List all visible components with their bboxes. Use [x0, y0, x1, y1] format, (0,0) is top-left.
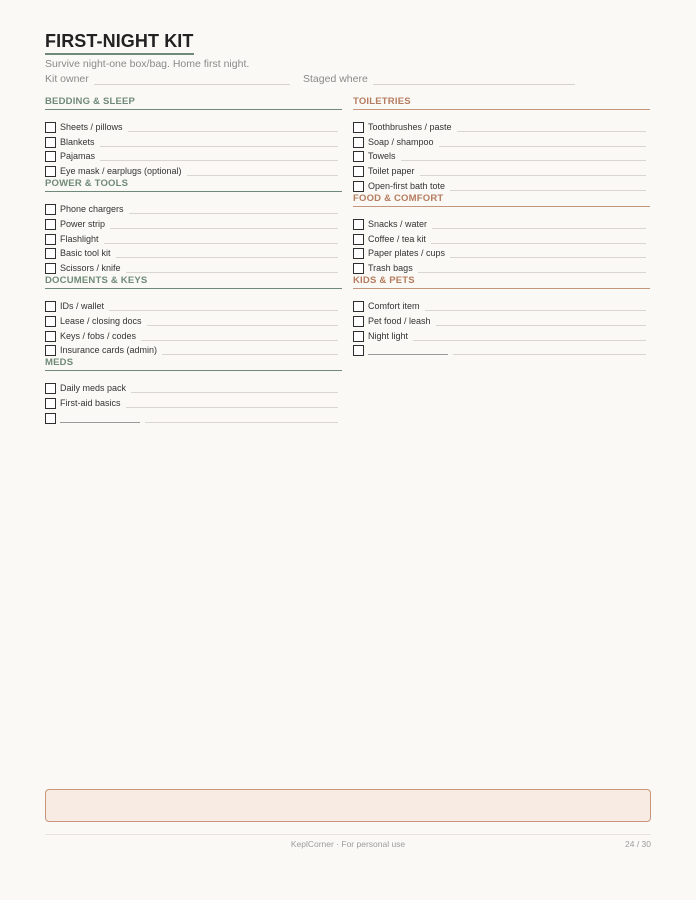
- checkbox[interactable]: [45, 122, 56, 133]
- item-label: Pajamas: [60, 151, 96, 162]
- item-rule: [418, 271, 646, 273]
- section-documents-and-keys: [45, 275, 342, 357]
- item-rule: [450, 256, 646, 258]
- item-rule: [432, 227, 646, 229]
- checklist-item: [353, 119, 650, 134]
- section-heading: TOILETRIES: [353, 96, 650, 110]
- item-rule: [126, 406, 338, 408]
- staged-where-line[interactable]: [373, 74, 575, 85]
- checklist-page: [45, 0, 651, 900]
- checkbox[interactable]: [353, 345, 364, 356]
- checklist-item: [353, 163, 650, 178]
- section-food-and-comfort: [353, 193, 650, 275]
- item-rule: [126, 271, 338, 273]
- checklist-item: [353, 343, 650, 358]
- item-label: Comfort item: [368, 300, 420, 311]
- section-bedding-and-sleep: [45, 96, 342, 178]
- meta-row: [45, 73, 651, 87]
- section-heading: FOOD & COMFORT: [353, 193, 650, 207]
- item-label: Toilet paper: [368, 166, 415, 177]
- section-meds: [45, 357, 342, 424]
- item-rule: [145, 421, 338, 423]
- item-rule: [436, 324, 646, 326]
- checkbox[interactable]: [353, 137, 364, 148]
- checkbox[interactable]: [45, 301, 56, 312]
- staged-where-label: Staged where: [303, 73, 368, 85]
- item-rule: [453, 353, 646, 355]
- item-label: First-aid basics: [60, 397, 121, 408]
- checklist-item: [45, 298, 342, 313]
- checkbox[interactable]: [353, 301, 364, 312]
- notes-box[interactable]: [45, 789, 651, 822]
- item-label: Blankets: [60, 136, 95, 147]
- kit-owner-field[interactable]: [45, 73, 290, 85]
- item-label: Paper plates / cups: [368, 248, 446, 259]
- item-label: Night light: [368, 330, 409, 341]
- item-rule: [128, 130, 338, 132]
- item-label: Trash bags: [368, 263, 413, 274]
- section-heading: KIDS & PETS: [353, 275, 650, 289]
- item-label: IDs / wallet: [60, 300, 105, 311]
- section-toiletries: [353, 96, 650, 193]
- checklist-item: [353, 260, 650, 275]
- page-title: FIRST-NIGHT KIT: [45, 31, 194, 55]
- checklist-item: [353, 149, 650, 164]
- item-label: Soap / shampoo: [368, 136, 434, 147]
- checklist-item: [353, 231, 650, 246]
- checklist-item: [45, 163, 342, 178]
- item-rule: [450, 189, 646, 191]
- checklist-item: [45, 260, 342, 275]
- checkbox[interactable]: [45, 248, 56, 259]
- item-rule: [420, 174, 646, 176]
- section-heading: DOCUMENTS & KEYS: [45, 275, 342, 289]
- item-label: Daily meds pack: [60, 383, 127, 394]
- item-rule: [413, 339, 646, 341]
- checklist-item: [353, 298, 650, 313]
- checklist-item: [45, 149, 342, 164]
- item-label: Phone chargers: [60, 203, 124, 214]
- left-column: [45, 96, 342, 425]
- item-rule: [104, 242, 338, 244]
- checkbox[interactable]: [353, 166, 364, 177]
- item-label: Power strip: [60, 218, 106, 229]
- checklist-item: [353, 328, 650, 343]
- page-number: 24 / 30: [625, 839, 651, 849]
- checkbox[interactable]: [353, 248, 364, 259]
- checkbox[interactable]: [45, 383, 56, 394]
- checklist-item: [353, 313, 650, 328]
- item-label: Toothbrushes / paste: [368, 121, 452, 132]
- checkbox[interactable]: [45, 234, 56, 245]
- item-rule: [116, 256, 338, 258]
- checkbox[interactable]: [45, 398, 56, 409]
- checkbox[interactable]: [45, 137, 56, 148]
- checkbox[interactable]: [45, 331, 56, 342]
- kit-owner-line[interactable]: [94, 74, 290, 85]
- blank-item-line[interactable]: [60, 421, 140, 423]
- checkbox[interactable]: [353, 234, 364, 245]
- checklist-item: [353, 246, 650, 261]
- item-label: Pet food / leash: [368, 315, 431, 326]
- item-label: Coffee / tea kit: [368, 233, 426, 244]
- footer-divider: [45, 834, 651, 835]
- item-label: Eye mask / earplugs (optional): [60, 166, 182, 177]
- checklist-item: [45, 231, 342, 246]
- checkbox[interactable]: [353, 316, 364, 327]
- checkbox[interactable]: [353, 151, 364, 162]
- checklist-item: [45, 216, 342, 231]
- checkbox[interactable]: [45, 204, 56, 215]
- checkbox[interactable]: [45, 316, 56, 327]
- item-label: Sheets / pillows: [60, 121, 123, 132]
- checkbox[interactable]: [353, 181, 364, 192]
- page-subtitle: Survive night-one box/bag. Home first night.: [45, 58, 250, 70]
- item-rule: [187, 174, 338, 176]
- item-rule: [100, 159, 338, 161]
- section-heading: BEDDING & SLEEP: [45, 96, 342, 110]
- item-label: Insurance cards (admin): [60, 345, 158, 356]
- checkbox[interactable]: [353, 331, 364, 342]
- section-heading: POWER & TOOLS: [45, 178, 342, 192]
- item-label: Keys / fobs / codes: [60, 330, 137, 341]
- checklist-item: [45, 328, 342, 343]
- checklist-item: [45, 134, 342, 149]
- item-label: Basic tool kit: [60, 248, 111, 259]
- checkbox[interactable]: [353, 122, 364, 133]
- checklist-item: [45, 395, 342, 410]
- item-rule: [100, 145, 338, 147]
- checkbox[interactable]: [353, 263, 364, 274]
- section-kids-and-pets: [353, 275, 650, 357]
- checkbox[interactable]: [353, 219, 364, 230]
- checkbox[interactable]: [45, 219, 56, 230]
- section-power-and-tools: [45, 178, 342, 275]
- item-label: Open-first bath tote: [368, 180, 446, 191]
- checklist-item: [45, 246, 342, 261]
- item-rule: [109, 309, 338, 311]
- item-rule: [457, 130, 646, 132]
- checklist-item: [45, 380, 342, 395]
- item-label: Lease / closing docs: [60, 315, 142, 326]
- checkbox[interactable]: [45, 263, 56, 274]
- checklist-item: [353, 134, 650, 149]
- item-rule: [401, 159, 646, 161]
- item-label: Flashlight: [60, 233, 99, 244]
- item-rule: [129, 212, 338, 214]
- item-rule: [110, 227, 338, 229]
- checklist-item: [45, 343, 342, 358]
- checklist-item: [45, 201, 342, 216]
- checkbox[interactable]: [45, 413, 56, 424]
- checklist-item: [45, 313, 342, 328]
- item-label: Scissors / knife: [60, 263, 121, 274]
- checklist-item: [45, 410, 342, 425]
- checkbox[interactable]: [45, 151, 56, 162]
- kit-owner-label: Kit owner: [45, 73, 89, 85]
- item-rule: [425, 309, 646, 311]
- item-rule: [439, 145, 646, 147]
- section-heading: MEDS: [45, 357, 342, 371]
- staged-where-field[interactable]: [303, 73, 575, 85]
- item-label: Snacks / water: [368, 218, 428, 229]
- checkbox[interactable]: [45, 345, 56, 356]
- item-rule: [147, 324, 338, 326]
- item-rule: [431, 242, 646, 244]
- item-label: Towels: [368, 151, 396, 162]
- right-column: [353, 96, 650, 357]
- item-rule: [162, 353, 338, 355]
- checklist-item: [353, 216, 650, 231]
- checkbox[interactable]: [45, 166, 56, 177]
- checklist-item: [353, 178, 650, 193]
- footer-brand: KeplCorner · For personal use: [290, 839, 406, 849]
- item-rule: [131, 391, 338, 393]
- item-rule: [141, 339, 338, 341]
- blank-item-line[interactable]: [368, 353, 448, 355]
- checklist-item: [45, 119, 342, 134]
